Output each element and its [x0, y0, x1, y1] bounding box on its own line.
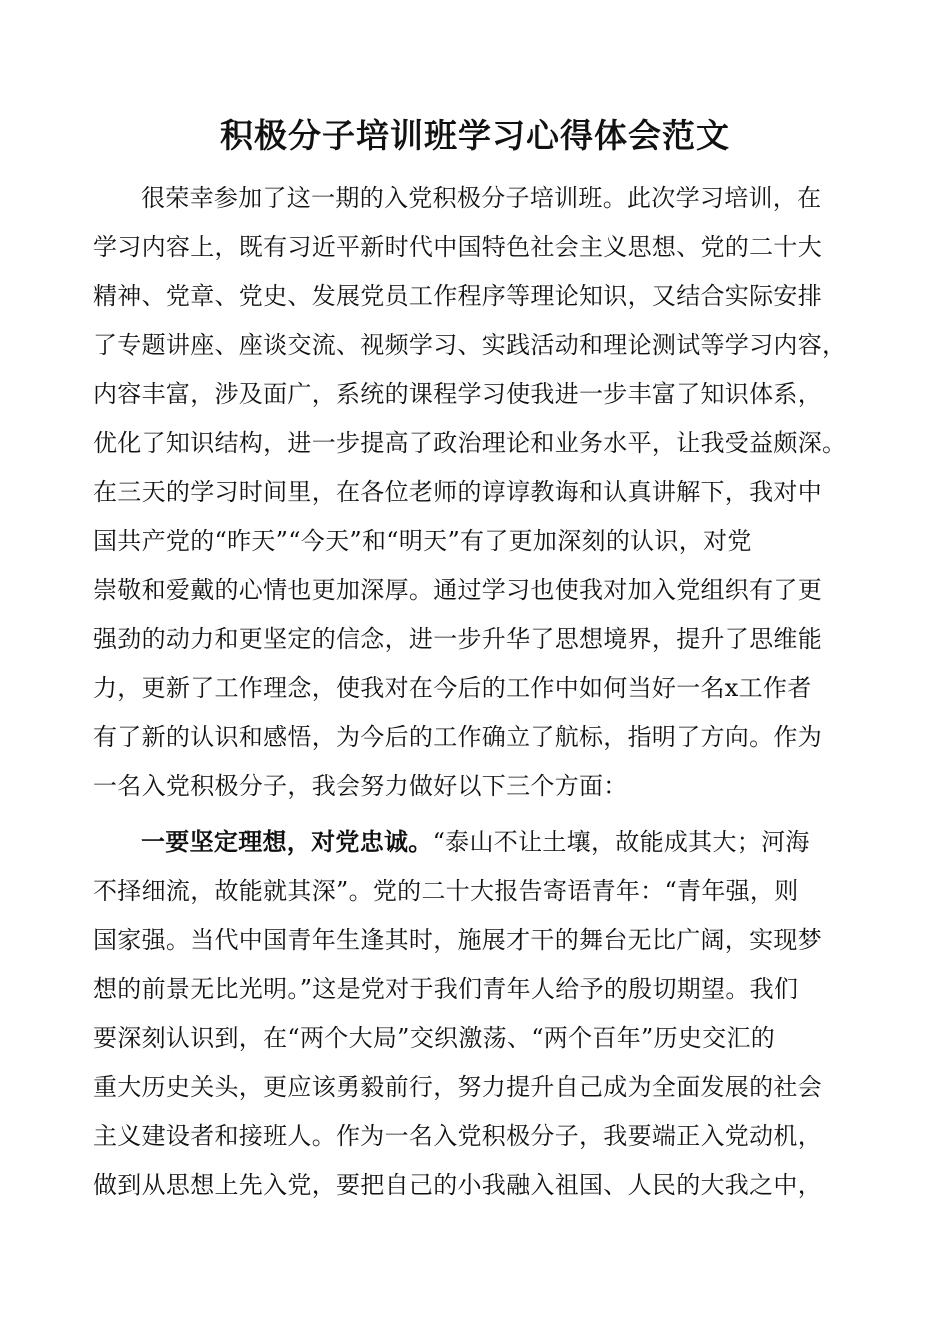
paragraph-line-rest: “泰山不让土壤，故能成其大；河海	[432, 828, 810, 856]
paragraph-line: 国共产党的“昨天”“今天”和“明天”有了更加深刻的认识，对党	[93, 527, 752, 555]
paragraph-line: 想的前景无比光明。”这是党对于我们青年人给予的殷切期望。我们	[93, 975, 799, 1003]
paragraph-line: 力，更新了工作理念，使我对在今后的工作中如何当好一名x工作者	[93, 674, 812, 702]
paragraph-line: 国家强。当代中国青年生逢其时，施展才干的舞台无比广阔，实现梦	[93, 926, 822, 954]
paragraph-line: 优化了知识结构，进一步提高了政治理论和业务水平，让我受益颇深。	[93, 429, 847, 457]
paragraph-line: 很荣幸参加了这一期的入党积极分子培训班。此次学习培训，在	[141, 184, 822, 212]
paragraph-line: 崇敬和爱戴的心情也更加深厚。通过学习也使我对加入党组织有了更	[93, 576, 822, 604]
section-heading: 一要坚定理想，对党忠诚。	[141, 827, 433, 856]
paragraph-line: 精神、党章、党史、发展党员工作程序等理论知识，又结合实际安排	[93, 282, 822, 310]
paragraph-line: 主义建设者和接班人。作为一名入党积极分子，我要端正入党动机，	[93, 1122, 822, 1150]
paragraph-line: 了专题讲座、座谈交流、视频学习、实践活动和理论测试等学习内容，	[93, 331, 847, 359]
paragraph-line: 强劲的动力和更坚定的信念，进一步升华了思想境界，提升了思维能	[93, 625, 822, 653]
paragraph-line: 重大历史关头，更应该勇毅前行，努力提升自己成为全面发展的社会	[93, 1073, 822, 1101]
paragraph-line: 不择细流，故能就其深”。党的二十大报告寄语青年：“青年强，则	[93, 877, 799, 905]
paragraph-line: 有了新的认识和感悟，为今后的工作确立了航标，指明了方向。作为	[93, 723, 822, 751]
paragraph-line: 做到从思想上先入党，要把自己的小我融入祖国、人民的大我之中，	[93, 1171, 822, 1199]
paragraph-line: 一名入党积极分子，我会努力做好以下三个方面：	[93, 772, 628, 800]
paragraph-line: 在三天的学习时间里，在各位老师的谆谆教诲和认真讲解下，我对中	[93, 478, 822, 506]
paragraph-line: 要深刻认识到，在“两个大局”交织激荡、“两个百年”历史交汇的	[93, 1024, 776, 1052]
document-title: 积极分子培训班学习心得体会范文	[220, 116, 730, 155]
paragraph-line: 内容丰富，涉及面广，系统的课程学习使我进一步丰富了知识体系，	[93, 380, 822, 408]
paragraph-line: 学习内容上，既有习近平新时代中国特色社会主义思想、党的二十大	[93, 233, 822, 261]
paragraph-first-line	[141, 822, 810, 862]
